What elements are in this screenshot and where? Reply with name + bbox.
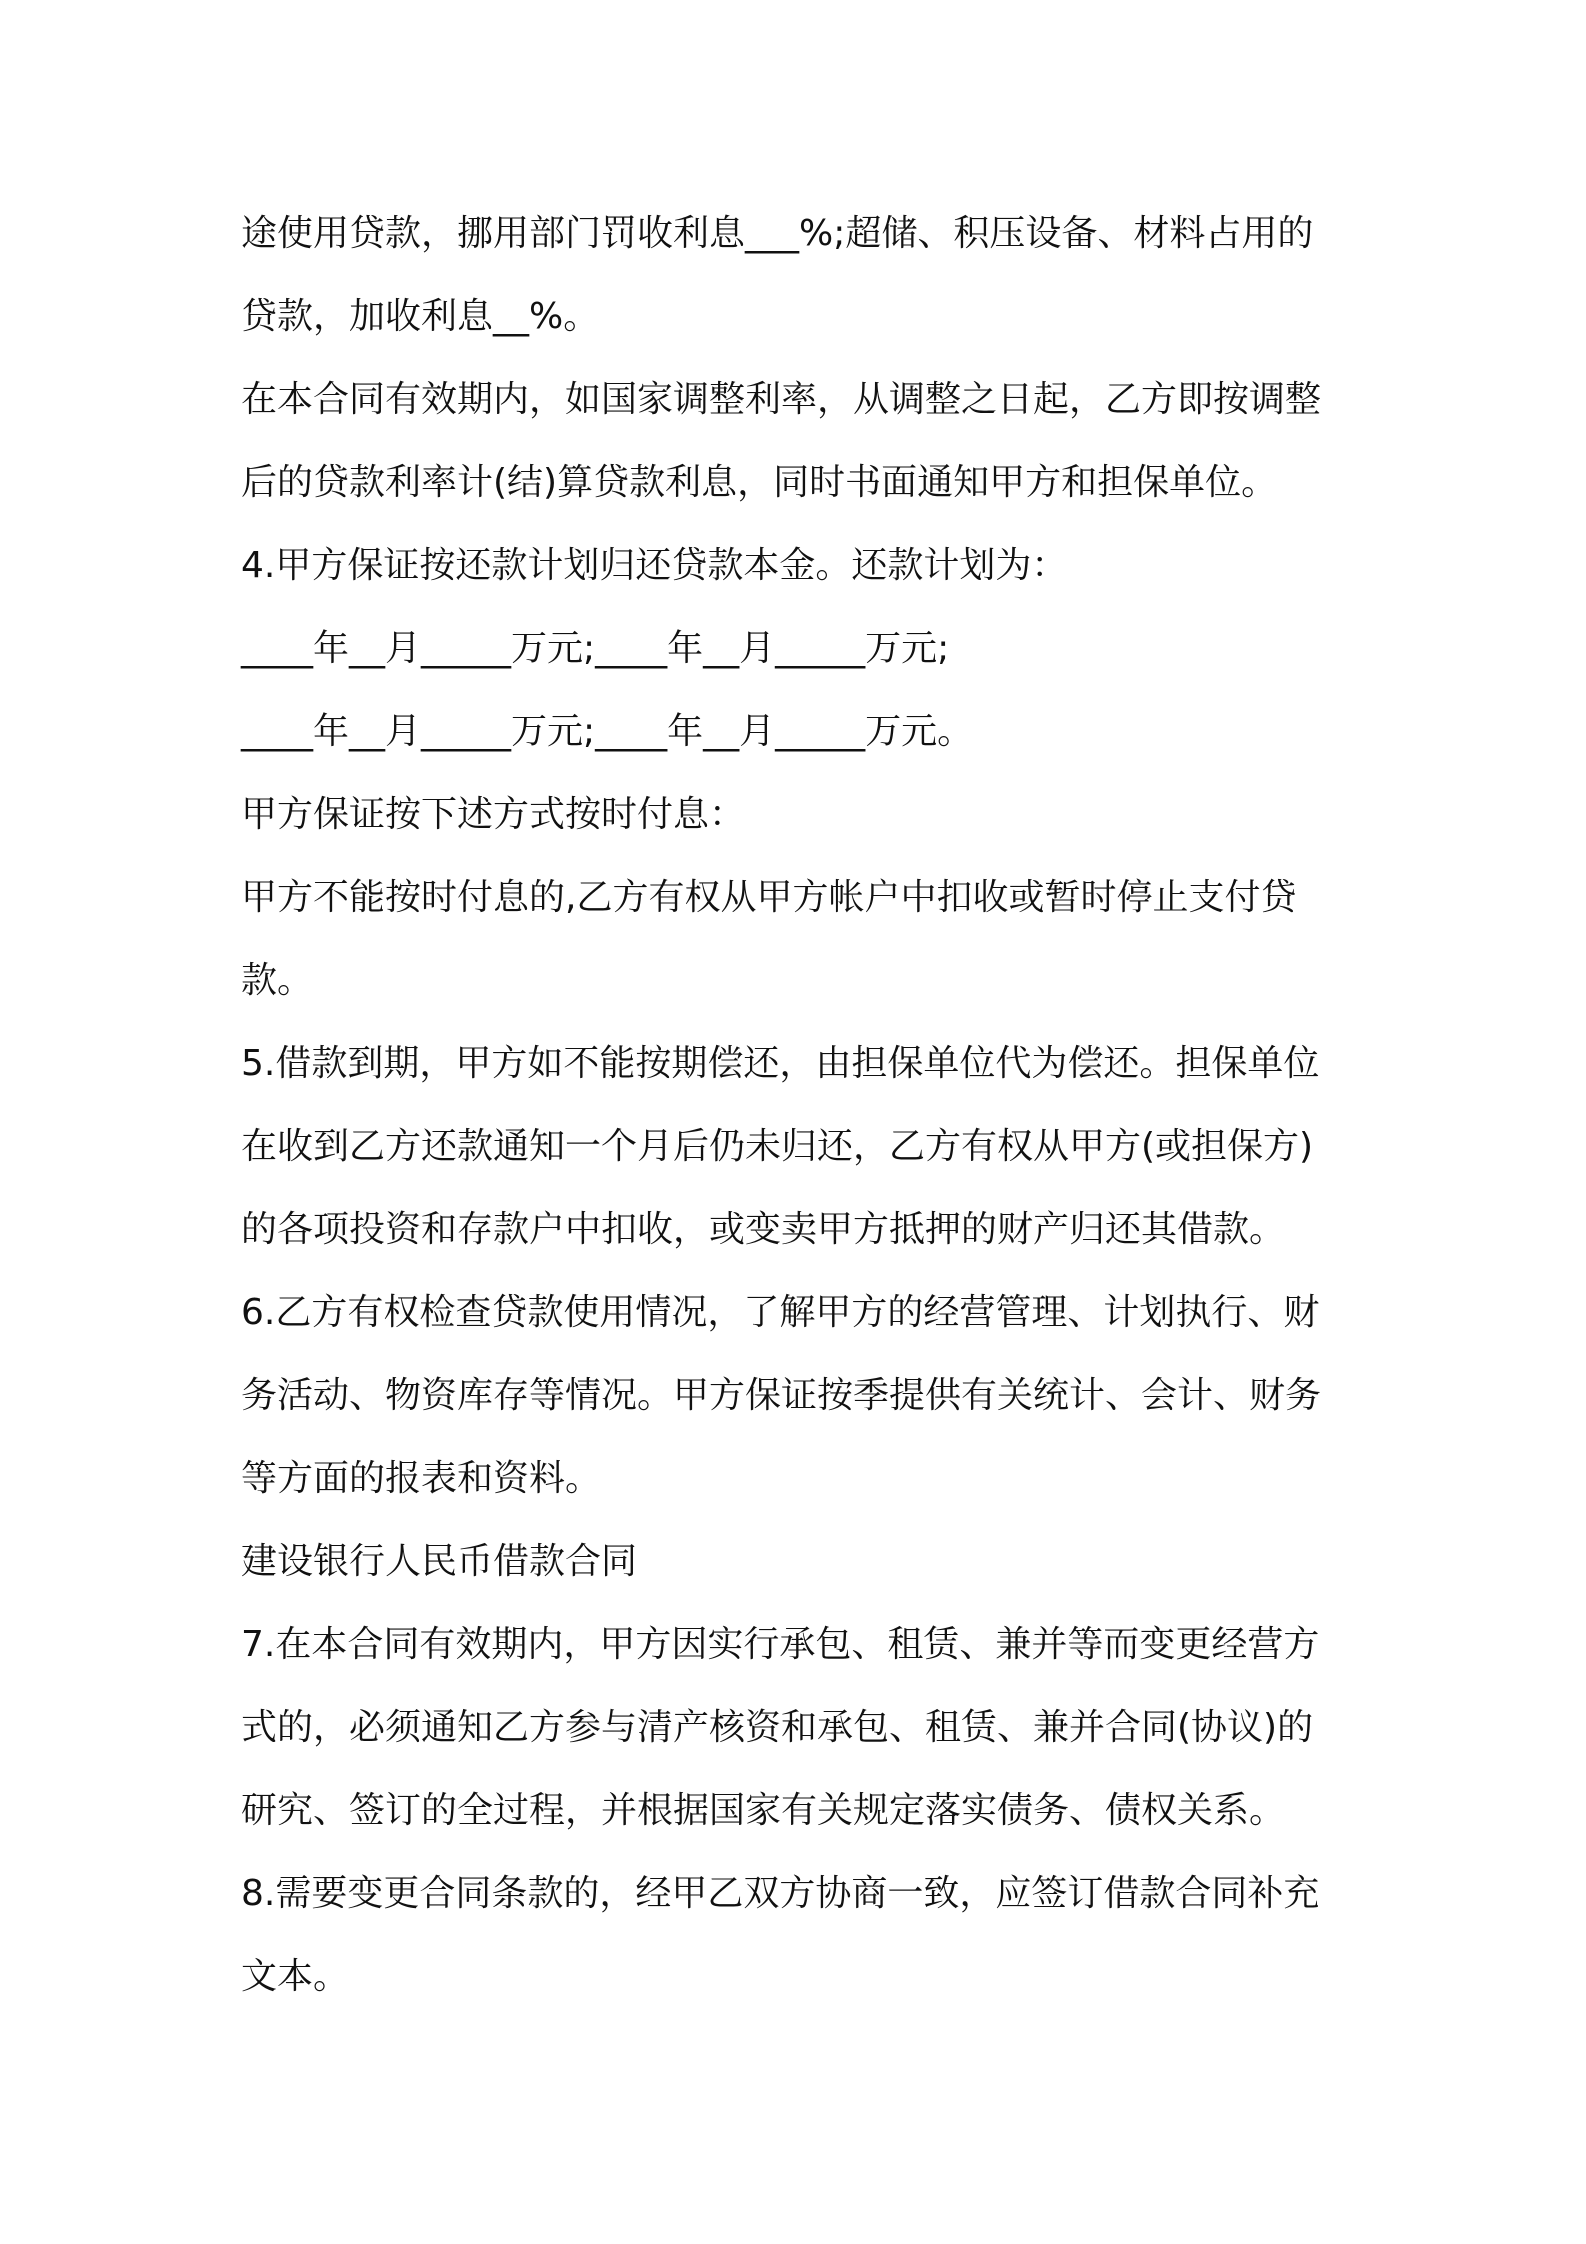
section-heading: 建设银行人民币借款合同 (241, 1541, 638, 1582)
text-line: 在本合同有效期内，如国家调整利率，从调整之日起，乙方即按调整 (241, 379, 1322, 420)
text-line: 4.甲方保证按还款计划归还贷款本金。还款计划为： (241, 545, 1068, 586)
text-line: 5.借款到期，甲方如不能按期偿还，由担保单位代为偿还。担保单位 (241, 1043, 1320, 1084)
text-line: 7.在本合同有效期内，甲方因实行承包、租赁、兼并等而变更经营方 (241, 1624, 1320, 1665)
text-line: 8.需要变更合同条款的，经甲乙双方协商一致，应签订借款合同补充 (241, 1873, 1320, 1914)
text-line: 等方面的报表和资料。 (241, 1458, 602, 1499)
text-line: ____年__月_____万元;____年__月_____万元; (241, 628, 950, 669)
text-line: 甲方不能按时付息的,乙方有权从甲方帐户中扣收或暂时停止支付贷 (241, 877, 1297, 918)
text-line: 文本。 (241, 1956, 350, 1997)
text-line: 式的，必须通知乙方参与清产核资和承包、租赁、兼并合同(协议)的 (241, 1707, 1314, 1748)
text-line: 6.乙方有权检查贷款使用情况，了解甲方的经营管理、计划执行、财 (241, 1292, 1320, 1333)
text-line: 途使用贷款，挪用部门罚收利息___%;超储、积压设备、材料占用的 (241, 213, 1314, 254)
text-line: 后的贷款利率计(结)算贷款利息，同时书面通知甲方和担保单位。 (241, 462, 1278, 503)
text-line: 款。 (241, 960, 314, 1001)
text-line: 在收到乙方还款通知一个月后仍未归还，乙方有权从甲方(或担保方) (241, 1126, 1314, 1167)
text-line: 研究、签订的全过程，并根据国家有关规定落实债务、债权关系。 (241, 1790, 1286, 1831)
text-line: 贷款，加收利息__%。 (241, 296, 600, 337)
text-line: 务活动、物资库存等情况。甲方保证按季提供有关统计、会计、财务 (241, 1375, 1322, 1416)
text-line: 的各项投资和存款户中扣收，或变卖甲方抵押的财产归还其借款。 (241, 1209, 1286, 1250)
text-line: 甲方保证按下述方式按时付息： (241, 794, 746, 835)
document-body (241, 192, 1361, 2018)
text-line: ____年__月_____万元;____年__月_____万元。 (241, 711, 974, 752)
